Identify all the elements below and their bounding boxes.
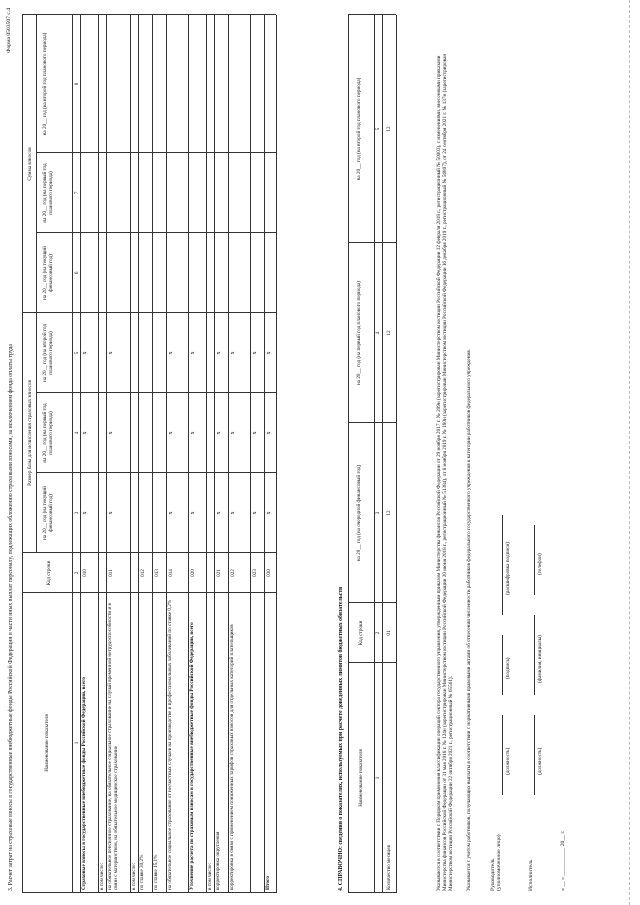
s3-row-name: в том числе:: [207, 862, 213, 890]
s3-cell: x: [252, 511, 258, 515]
s3-vline: [22, 552, 276, 553]
s3-cell: x: [216, 431, 222, 435]
s3-cell: x: [266, 511, 272, 515]
s3-header-year: на 20__ год (на второй год планового периода): [42, 32, 48, 136]
s3-header-base: Размер базы для исчисления страховых взносов: [27, 380, 33, 486]
s3-row-code: 013: [154, 569, 160, 577]
s3-header-year: на 20__ год (на второй год планового периода): [42, 324, 54, 382]
s3-row-name: в том числе:: [99, 862, 105, 890]
s3-vline: [22, 312, 276, 313]
s4-vline: [348, 422, 396, 423]
s3-row-line: [250, 15, 251, 893]
s3-vline: [36, 152, 276, 153]
hint-signature-name: (расшифровка подписи): [505, 542, 511, 595]
s3-row-name: Итого: [265, 876, 271, 890]
hint-executor-position: (должность): [537, 747, 543, 775]
s4-header-year: на 20__ год (на первый год планового периода): [356, 280, 362, 386]
s3-cell: x: [190, 431, 196, 435]
s4-cell: 12: [386, 126, 392, 132]
s3-header-year: на 20__ год (на текущий финансовый год): [42, 486, 54, 540]
s3-cell: x: [230, 351, 236, 355]
s3-hline: [36, 15, 37, 313]
s4-header-year: на 20__ год (на очередной финансовый год): [356, 464, 362, 562]
s3-header-year: на 20__ год (на первый год планового периода): [42, 163, 54, 223]
s3-cell: x: [216, 511, 222, 515]
s3-vline: [36, 392, 276, 393]
s3-col-number: 2: [74, 571, 80, 575]
s4-vline: [348, 14, 396, 15]
s3-cell: x: [252, 351, 258, 355]
s4-vline: [348, 242, 396, 243]
s3-col-number: 3: [74, 511, 80, 515]
s4-hline: [396, 15, 397, 893]
form-code: Форма 0503507 с.4: [6, 8, 12, 53]
s3-cell: x: [190, 351, 196, 355]
scan-edge: [629, 0, 630, 905]
section4-table: [348, 15, 428, 893]
s3-hline: [36, 313, 37, 553]
s3-cell: x: [82, 351, 88, 355]
s3-row-code: 012: [140, 569, 146, 577]
s3-row-name: на обязательное пенсионное страхование, на обязательное социальное страхование на случай временной нетрудоспособности и в связи с материнством, на обязательное медицинское страхование: [107, 603, 119, 890]
s3-row-name: корректировка в связи с применением пониженных тарифов страховых взносов для отдельных категорий плательщиков: [229, 624, 235, 890]
s3-row-code: 021: [216, 569, 222, 577]
s3-vline: [36, 472, 276, 473]
s3-cell: x: [266, 431, 272, 435]
s3-col-number: 4: [74, 431, 80, 435]
signature-line-name: [502, 515, 503, 615]
s3-row-code: 020: [190, 569, 196, 577]
executor-line-position: [534, 715, 535, 795]
s3-row-name: по ставке 30,2%: [139, 854, 145, 890]
s3-row-code: 023: [252, 569, 258, 577]
s4-col-number: 3: [375, 511, 381, 515]
s4-vline: [348, 662, 396, 663]
signature-date: « __ » __________ 20__ г.: [560, 830, 566, 891]
s4-row-name: Количество месяцев: [386, 845, 392, 890]
s3-row-code: 022: [230, 569, 236, 577]
s4-hline: [348, 15, 349, 893]
section4-title: 4. СПРАВОЧНО: сведения о показателях, используемых при расчете доведенных лимитов бюджетных обязательств: [338, 586, 344, 891]
s3-header-year: на 20__ год (на текущий финансовый год): [42, 246, 54, 300]
footnote-1: Указываются в соответствии с Порядком применения классификации операций сектора государственного управления, утвержденным приказом Министерства финансов Российской Федерации от 29 ноября 2017 г. № 209н (зарегистрирован Министерством юстиции Российской Федерации 12 февраля 2018 г., регистрационный № 50003), с изменениями, внесенными приказами Министерства финансов Российской Федерации от 31 мая 2018 г. № 124н (зарегистрирован Министерством юстиции Российской Федерации 20 июня 2018 г., регистрационный № 51384), от 8 ноября 2019 г. № 180н (зарегистрирован Министерством юстиции Российской Федерации 16 декабря 2019 г., регистрационный № 56807), от 24 сентября 2021 г. № 137н (зарегистрирован Министерством юстиции Российской Федерации 22 октября 2021 г., регистрационный № 65561).: [436, 53, 454, 891]
s3-col-number: 7: [74, 191, 80, 195]
s3-cell: x: [266, 351, 272, 355]
s4-col-number: 4: [375, 331, 381, 335]
s3-col-number: 5: [74, 351, 80, 355]
s3-cell: x: [82, 511, 88, 515]
hint-executor-phone: (телефон): [537, 553, 543, 575]
s3-row-code: 014: [168, 569, 174, 577]
s3-cell: x: [168, 511, 174, 515]
s4-col-number: 1: [375, 776, 381, 780]
s3-cell: x: [230, 511, 236, 515]
s3-cell: x: [190, 511, 196, 515]
signature-head-label: Руководитель (уполномоченное лицо): [490, 834, 503, 891]
s3-cell: x: [252, 431, 258, 435]
s3-row-name: Страховые взносы в государственные внебюджетные фонды Российской Федерации, всего: [81, 677, 87, 890]
s3-row-code: 010: [82, 569, 88, 577]
s4-header-name: Наименование показателя: [358, 749, 364, 807]
s3-header-sum: Сумма взносов: [27, 147, 33, 181]
signature-executor-label: Исполнитель: [528, 859, 534, 891]
s3-col-number: 6: [74, 271, 80, 275]
s3-hline: [72, 15, 73, 893]
s3-header-code: Код строки: [46, 560, 52, 586]
s4-vline: [348, 602, 396, 603]
s3-row-name: по ставке 15,1%: [153, 854, 159, 890]
s4-col-number: 2: [375, 631, 381, 635]
s4-row-code: 01: [386, 630, 392, 636]
s3-row-line: [276, 15, 277, 893]
s3-vline: [36, 232, 276, 233]
s3-cell: x: [108, 431, 114, 435]
signature-line-position: [502, 715, 503, 795]
s3-row-name: в том числе:: [131, 862, 137, 890]
s3-header-name: Наименование показателя: [44, 714, 50, 772]
s3-cell: x: [82, 431, 88, 435]
s3-vline: [22, 892, 276, 893]
s3-cell: x: [168, 351, 174, 355]
s4-cell: 12: [386, 330, 392, 336]
s3-row-name: корректировка округления: [215, 831, 221, 890]
section3-table: [22, 15, 332, 893]
section3-title: 3. Расчет затрат на страховые взносы в государственные внебюджетные фонды Российской Федерации в части иных выплат персоналу, подлежащих обложению страховыми взносами, за исключением фонда оплаты труда: [8, 344, 14, 891]
s3-vline: [22, 14, 276, 15]
s3-row-code: 030: [266, 569, 272, 577]
s4-vline: [348, 892, 396, 893]
s4-col-number: 5: [375, 127, 381, 131]
s3-vline: [22, 592, 276, 593]
s3-cell: x: [230, 431, 236, 435]
hint-signature: (подпись): [505, 657, 511, 679]
s3-col-number: 8: [74, 82, 80, 86]
s3-col-number: 1: [74, 741, 80, 745]
s3-cell: x: [108, 351, 114, 355]
s3-cell: x: [108, 511, 114, 515]
s3-cell: x: [168, 431, 174, 435]
s3-cell: x: [216, 351, 222, 355]
s3-row-name: на обязательное социальное страхование от несчастных случаев на производстве и профессиональных заболеваний по ставке 0,2%: [167, 599, 173, 890]
hint-executor-name: (фамилия, инициалы): [537, 635, 543, 683]
s4-header-year: на 20__ год (на второй год планового периода): [356, 77, 362, 181]
hint-position: (должность): [505, 747, 511, 775]
s4-cell: 12: [386, 510, 392, 516]
signature-line-sign: [502, 635, 503, 695]
s4-header-code: Код строки: [358, 620, 364, 646]
s3-row-name: Уточнение расчета по страховым взносам в государственные внебюджетные фонды Российской Федерации, всего: [189, 622, 195, 890]
s3-hline: [22, 15, 23, 893]
s3-header-year: на 20__ год (на первый год планового периода): [42, 403, 54, 463]
s3-row-code: 011: [108, 569, 114, 577]
executor-line-name: [534, 615, 535, 695]
footnote-2: Указывается с учетом работников, получающих выплаты в соответствии с нормативными правовыми актами об отнесении численности работников федерального государственного учреждения к категории работников федерального учреждения.: [466, 349, 472, 891]
s4-hline: [382, 15, 383, 893]
executor-line-phone: [534, 525, 535, 595]
